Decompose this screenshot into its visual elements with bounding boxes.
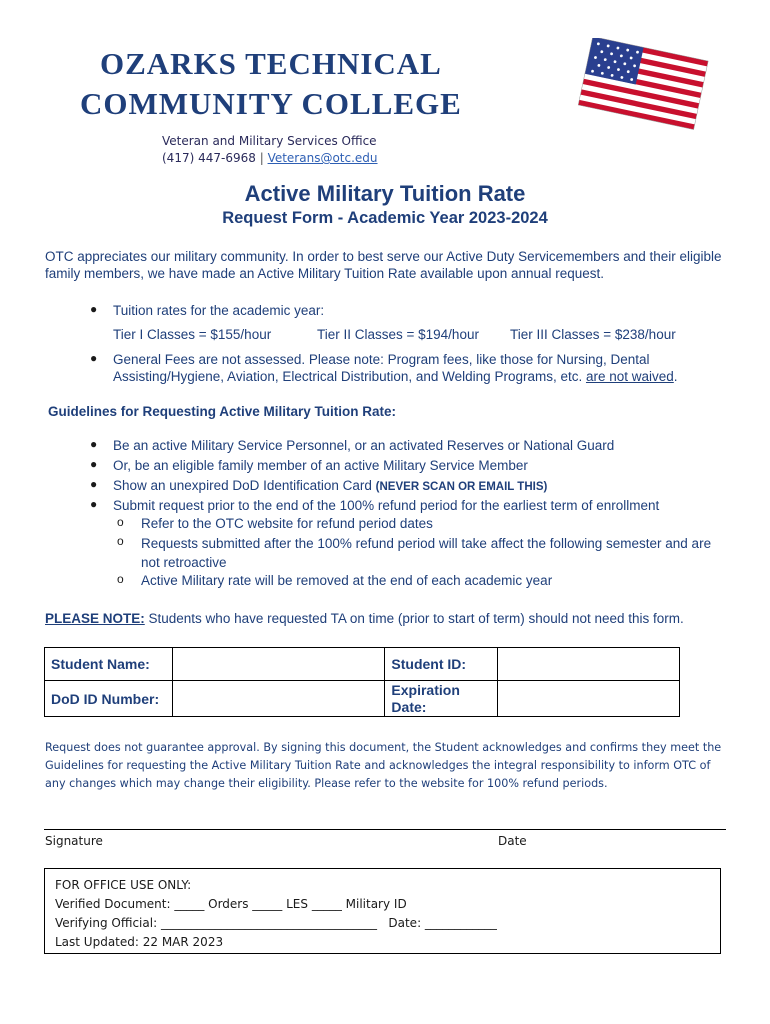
tier-3-rate: Tier III Classes = $238/hour bbox=[510, 327, 676, 342]
bullet-icon: ● bbox=[90, 457, 98, 471]
intro-paragraph: OTC appreciates our military community. In order to best serve our Active Duty Servicemembers and their eligible family members, we have made an Active Military Tuition Rate available upon annual request. bbox=[45, 249, 722, 281]
guideline-text: Show an unexpired DoD Identification Card bbox=[113, 478, 372, 493]
sub-bullet-icon: o bbox=[117, 515, 124, 529]
note-text: Students who have requested TA on time (prior to start of term) should not need this form. bbox=[144, 611, 684, 626]
expiration-label-line1: Expiration bbox=[391, 681, 460, 698]
contact-info bbox=[162, 133, 378, 167]
bullet-icon: ● bbox=[90, 302, 98, 316]
disclaimer-text: Request does not guarantee approval. By signing this document, the Student acknowledges and confirms they meet the Guidelines for requesting the Active Military Tuition Rate and acknowledges the integral responsibility to inform OTC of any changes which may change their eligibility. Please refer to the website for 100% refund periods. bbox=[45, 741, 722, 790]
signature-line[interactable] bbox=[44, 829, 726, 830]
guideline-item: Submit request prior to the end of the 100% refund period for the earliest term of enrollment bbox=[113, 498, 660, 513]
page-title: Active Military Tuition Rate bbox=[244, 181, 526, 206]
last-updated: Last Updated: 22 MAR 2023 bbox=[55, 935, 224, 949]
office-use-box bbox=[44, 868, 721, 954]
guideline-subitem: Refer to the OTC website for refund period dates bbox=[141, 516, 433, 531]
note-label: PLEASE NOTE: bbox=[45, 611, 145, 626]
bullet-icon: ● bbox=[90, 477, 98, 491]
verifying-official-line: Verifying Official: ____________________________________ Date: ____________ bbox=[55, 916, 497, 930]
contact-separator: | bbox=[259, 151, 264, 165]
fees-not-waived: are not waived bbox=[585, 369, 674, 384]
guideline-subitem: Requests submitted after the 100% refund period will take affect the following semester and are not retroactive bbox=[141, 536, 712, 570]
office-name: Veteran and Military Services Office bbox=[162, 134, 377, 148]
dod-id-field[interactable] bbox=[172, 681, 385, 717]
rates-heading: Tuition rates for the academic year: bbox=[113, 303, 325, 318]
student-name-field[interactable] bbox=[172, 648, 385, 681]
college-logo bbox=[80, 44, 462, 124]
email-link[interactable]: Veterans@otc.edu bbox=[267, 151, 378, 165]
guideline-subitem: Active Military rate will be removed at the end of each academic year bbox=[141, 573, 553, 588]
sub-bullet-icon: o bbox=[117, 572, 124, 586]
phone-number: (417) 447-6968 bbox=[162, 151, 256, 165]
guideline-item: Or, be an eligible family member of an active Military Service Member bbox=[113, 458, 528, 473]
fees-paragraph bbox=[113, 351, 713, 385]
logo-line-2: COMMUNITY COLLEGE bbox=[80, 86, 462, 121]
guidelines-heading: Guidelines for Requesting Active Military Tuition Rate: bbox=[48, 404, 397, 419]
fees-end: . bbox=[673, 369, 678, 384]
guideline-item bbox=[113, 477, 547, 496]
tier-1-rate: Tier I Classes = $155/hour bbox=[113, 327, 272, 342]
signature-label: Signature bbox=[45, 834, 103, 848]
expiration-label-line2: Date: bbox=[391, 698, 427, 715]
sub-bullet-icon: o bbox=[117, 534, 124, 548]
please-note bbox=[45, 611, 684, 626]
student-name-label: Student Name: bbox=[45, 648, 173, 681]
student-id-label: Student ID: bbox=[385, 648, 498, 681]
fees-text: General Fees are not assessed. Please note: Program fees, like those for Nursing, Dental Assisting/Hygiene, Aviation, Electrical Distribution, and Welding Programs, etc. bbox=[113, 352, 650, 384]
date-label: Date bbox=[498, 834, 527, 848]
us-flag-icon bbox=[574, 38, 712, 130]
office-use-heading: FOR OFFICE USE ONLY: bbox=[55, 878, 192, 892]
bullet-icon: ● bbox=[90, 351, 98, 365]
guideline-emphasis: (NEVER SCAN OR EMAIL THIS) bbox=[375, 481, 548, 493]
bullet-icon: ● bbox=[90, 437, 98, 451]
logo-line-1: OZARKS TECHNICAL bbox=[100, 46, 442, 81]
guideline-item: Be an active Military Service Personnel, or an activated Reserves or National Guard bbox=[113, 438, 615, 453]
student-id-field[interactable] bbox=[498, 648, 680, 681]
student-info-table bbox=[44, 647, 680, 717]
expiration-date-field[interactable] bbox=[498, 681, 680, 717]
expiration-date-label bbox=[385, 681, 498, 717]
tier-2-rate: Tier II Classes = $194/hour bbox=[317, 327, 479, 342]
page-subtitle: Request Form - Academic Year 2023-2024 bbox=[222, 209, 548, 227]
verified-document-line: Verified Document: _____ Orders _____ LES _____ Military ID bbox=[55, 897, 407, 911]
dod-id-label: DoD ID Number: bbox=[45, 681, 173, 717]
bullet-icon: ● bbox=[90, 497, 98, 511]
